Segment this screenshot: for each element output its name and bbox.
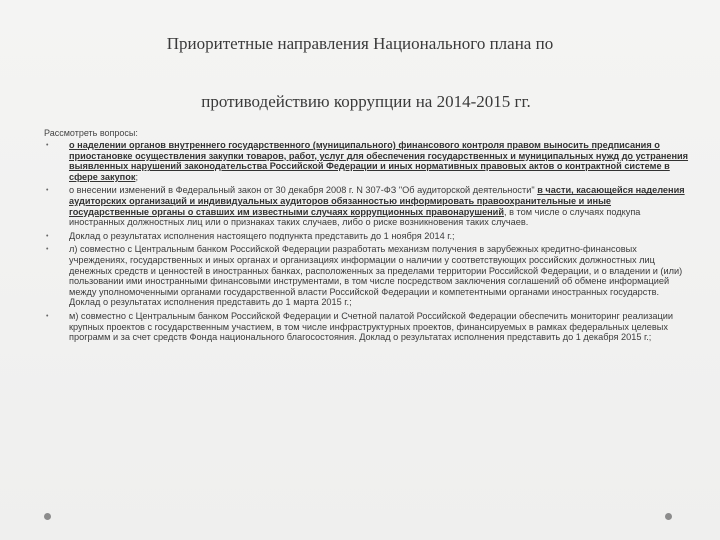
item-text: Доклад о результатах исполнения настоящего подпункта представить до 1 ноября 2014 г.; xyxy=(69,230,455,241)
bullet-list xyxy=(42,140,692,343)
list-item xyxy=(42,244,692,308)
item-underlined-text: о наделении органов внутреннего государственного (муниципального) финансового контроля правом выносить предписания о приостановке осуществления закупки товаров, работ, услуг для обеспечения государственных и муниципальных нужд до устранения выявленных нарушений законодательства Российской Федерации и иных нормативных правовых актов о контрактной системе в сфере закупок xyxy=(69,140,689,182)
item-trailing-text: , в том числе о случаях подкупа иностранных должностных лиц или о признаках таких случаев, либо о риске возникновения таких случаев. xyxy=(69,206,641,228)
bullet-icon: • xyxy=(46,312,49,320)
list-item xyxy=(42,185,692,227)
corner-dot-left-icon xyxy=(44,513,51,520)
list-item xyxy=(42,231,692,242)
bullet-icon: • xyxy=(46,142,49,149)
bullet-icon: • xyxy=(46,187,49,195)
corner-dot-right-icon xyxy=(665,513,672,520)
item-text: л) совместно с Центральным банком Российской Федерации разработать механизм получения в зарубежных кредитно-финансовых учреждениях, государственных и иных органах и организациях информации о наличии у соответствующих российских должностных лиц денежных средств и ценностей в иностранных банках, расположенных за пределами территории Российской Федерации, и о владении и (или) пользовании ими иностранными финансовыми инструментами, в том числе посредством заключения соглашений об обмене информацией между уполномоченными органами государственной власти Российской Федерации и компетентными органами иностранных государств. Доклад о результатах исполнения представить до 1 марта 2015 г.; xyxy=(69,244,683,308)
subhead: Рассмотреть вопросы: xyxy=(44,128,138,138)
item-text: м) совместно с Центральным банком Российской Федерации и Счетной палатой Российской Федерации обеспечить мониторинг реализации крупных проектов с государственным участием, в том числе инфраструктурных проектов, финансируемых в рамках федеральных целевых программ и за счет средств Фонда национального благосостояния. Доклад о результатах исполнения представить до 1 декабря 2015 г.; xyxy=(69,310,674,343)
bullet-icon: • xyxy=(46,246,49,254)
list-item xyxy=(42,311,692,343)
list-item xyxy=(42,140,692,182)
item-underlined-text: в части, касающейся наделения аудиторских организаций и индивидуальных аудиторов обязанностью информировать правоохранительные и иные государственные органы о ставших им известными случаях коррупционных правонарушений xyxy=(69,185,685,217)
item-trailing-text: ; xyxy=(135,171,138,182)
item-text: о внесении изменений в Федеральный закон от 30 декабря 2008 г. N 307-ФЗ "Об аудиторской деятельности" xyxy=(69,185,538,196)
title-line-2: противодействию коррупции на 2014-2015 гг. xyxy=(201,92,531,111)
bullet-icon: • xyxy=(46,232,49,240)
title-line-1: Приоритетные направления Национального плана по xyxy=(166,34,554,53)
